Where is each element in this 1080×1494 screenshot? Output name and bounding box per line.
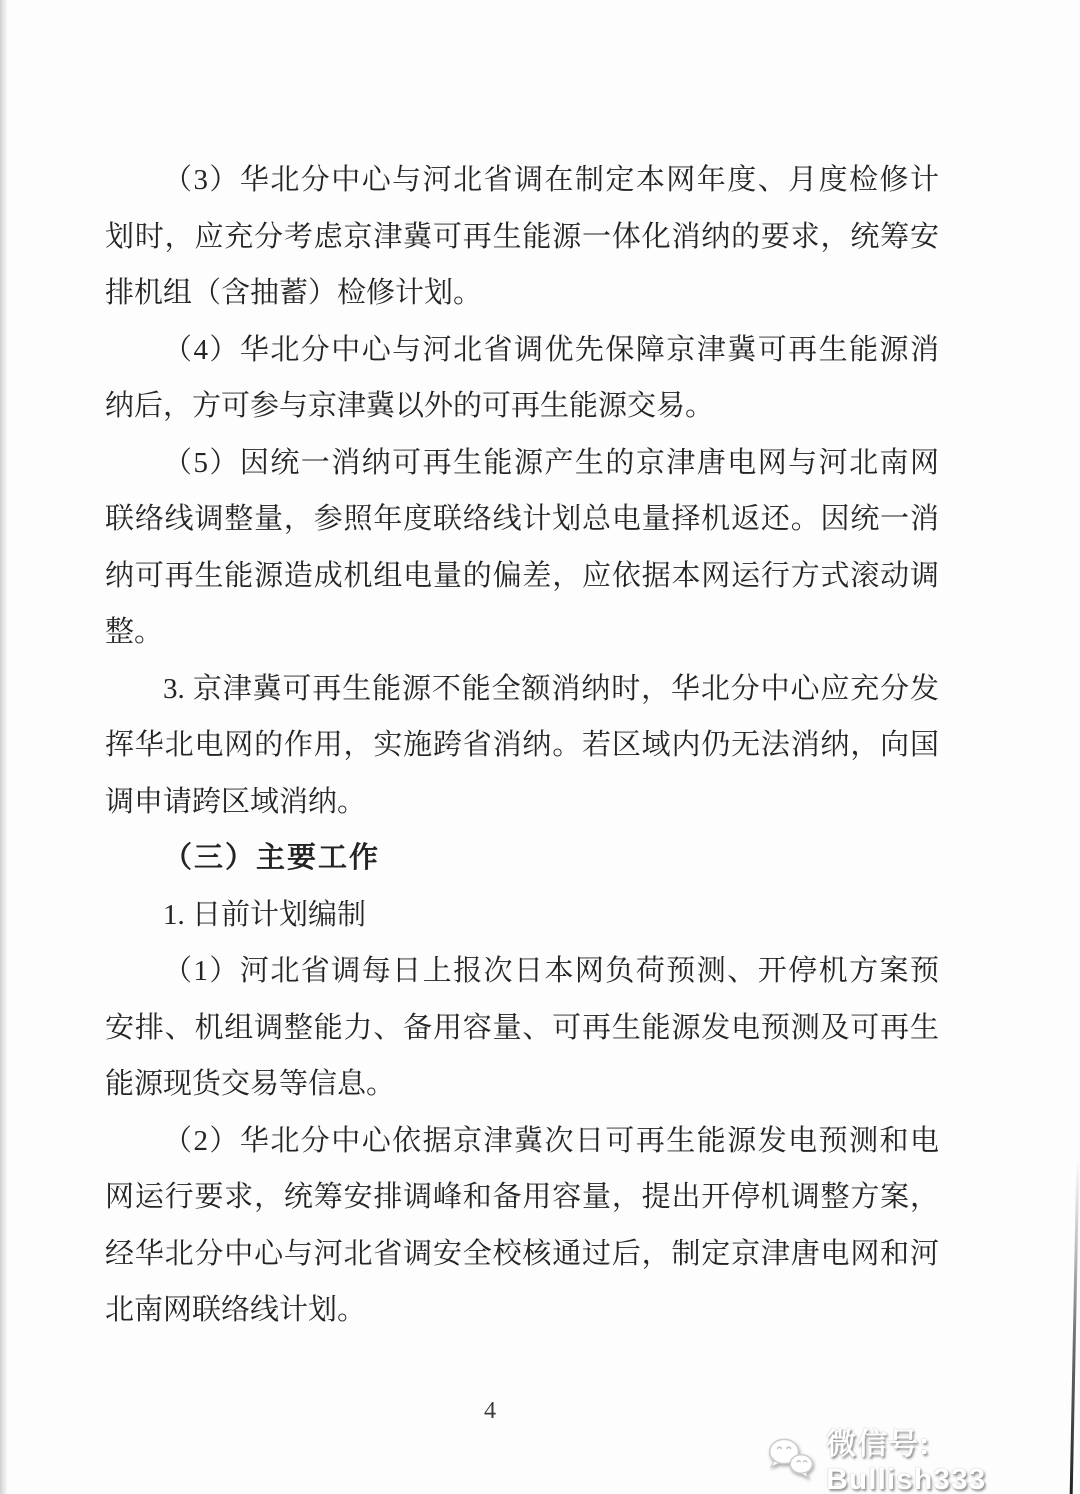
doc-line: 安排、机组调整能力、备用容量、可再生能源发电预测及可再生: [105, 1011, 939, 1044]
doc-line: 划时，应充分考虑京津冀可再生能源一体化消纳的要求，统筹安: [105, 220, 939, 253]
doc-line: 调申请跨区域消纳。: [105, 785, 367, 818]
watermark-text: 微信号: Bullish333: [826, 1428, 987, 1494]
doc-line: （三）主要工作: [163, 842, 381, 874]
doc-line: （1）河北省调每日上报次日本网负荷预测、开停机方案预: [163, 955, 939, 987]
document-body: [105, 152, 939, 1339]
doc-line: 北南网联络线计划。: [105, 1294, 367, 1326]
doc-line: 联络线调整量，参照年度联络线计划总电量择机返还。因统一消: [105, 503, 939, 535]
paragraph: [105, 943, 939, 1113]
doc-line: 能源现货交易等信息。: [105, 1068, 396, 1100]
paragraph: [105, 887, 939, 944]
doc-line: （4）华北分中心与河北省调优先保障京津冀可再生能源消: [163, 333, 939, 366]
doc-line: 3. 京津冀可再生能源不能全额消纳时，华北分中心应充分发: [163, 672, 939, 705]
doc-line: （5）因统一消纳可再生能源产生的京津唐电网与河北南网: [163, 446, 939, 479]
scan-edge-left: [0, 0, 7, 1494]
wechat-icon: [766, 1434, 816, 1482]
page-number: 4: [484, 1398, 496, 1424]
doc-line: 纳后，方可参与京津冀以外的可再生能源交易。: [105, 390, 715, 422]
paragraph: [105, 322, 939, 435]
doc-line: 整。: [105, 616, 164, 648]
paragraph: [105, 1113, 939, 1339]
watermark: [766, 1419, 1080, 1494]
doc-line: 纳可再生能源造成机组电量的偏差，应依据本网运行方式滚动调: [105, 559, 939, 592]
doc-line: 经华北分中心与河北省调安全校核通过后，制定京津唐电网和河: [105, 1237, 939, 1270]
paragraph: [105, 152, 939, 322]
paragraph: [105, 830, 939, 887]
paragraph: [105, 435, 939, 661]
doc-line: （2）华北分中心依据京津冀次日可再生能源发电预测和电: [163, 1124, 939, 1157]
doc-line: 排机组（含抽蓄）检修计划。: [105, 277, 483, 309]
doc-line: （3）华北分中心与河北省调在制定本网年度、月度检修计: [163, 164, 939, 196]
doc-line: 网运行要求，统筹安排调峰和备用容量，提出开停机调整方案，: [105, 1181, 939, 1213]
paragraph: [105, 661, 939, 831]
doc-line: 挥华北电网的作用，实施跨省消纳。若区域内仍无法消纳，向国: [105, 729, 939, 761]
doc-line: 1. 日前计划编制: [163, 898, 367, 931]
